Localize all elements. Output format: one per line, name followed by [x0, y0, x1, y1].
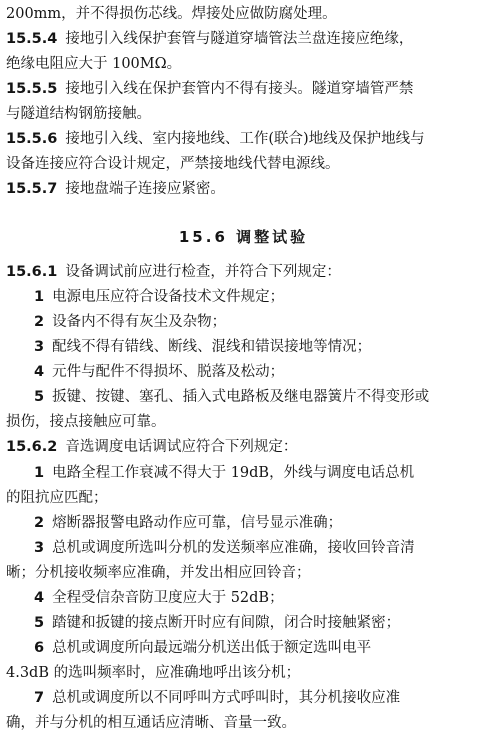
clause-number: 15.5.6 [6, 131, 58, 147]
clause-15-5-5: 15.5.5 接地引入线在保护套管内不得有接头。隧道穿墙管严禁 [6, 81, 414, 97]
item-number: 2 [34, 314, 45, 330]
clause-number: 15.6.2 [6, 439, 58, 455]
text-line: 与隧道结构钢筋接触。 [6, 106, 151, 122]
text-line: 确，并与分机的相互通话应清晰、音量一致。 [6, 715, 296, 731]
text-line: 绝缘电阻应大于 100MΩ。 [6, 56, 182, 72]
clause-15-5-7: 15.5.7 接地盘端子连接应紧密。 [6, 181, 225, 197]
text-line: 损伤，接点接触应可靠。 [6, 414, 166, 430]
text-line: 200mm，并不得损伤芯线。焊接处应做防腐处理。 [6, 6, 337, 22]
clause-number: 15.5.5 [6, 81, 58, 97]
item-number: 3 [34, 540, 45, 556]
item-number: 3 [34, 339, 45, 355]
list-item: 6 总机或调度所向最远端分机送出低于额定选叫电平 [34, 640, 372, 656]
list-item: 3 总机或调度所选叫分机的发送频率应准确，接收回铃音清 [34, 540, 415, 556]
list-item: 5 踏键和扳键的接点断开时应有间隙，闭合时接触紧密； [34, 615, 401, 631]
item-number: 1 [34, 465, 45, 481]
list-item: 5 扳键、按键、塞孔、插入式电路板及继电器簧片不得变形或 [34, 389, 430, 405]
list-item: 2 熔断器报警电路动作应可靠，信号显示准确； [34, 515, 343, 531]
item-number: 4 [34, 364, 45, 380]
clause-number: 15.6.1 [6, 264, 58, 280]
clause-15-5-6: 15.5.6 接地引入线、室内接地线、工作(联合)地线及保护地线与 [6, 131, 425, 147]
item-number: 2 [34, 515, 45, 531]
item-number: 7 [34, 690, 45, 706]
section-heading: 15.6 调整试验 [178, 228, 309, 246]
list-item: 1 电路全程工作衰减不得大于 19dB，外线与调度电话总机 [34, 465, 415, 481]
list-item: 4 全程受信杂音防卫度应大于 52dB； [34, 590, 284, 606]
clause-15-5-4: 15.5.4 接地引入线保护套管与隧道穿墙管法兰盘连接应绝缘， [6, 31, 414, 47]
clause-number: 15.5.4 [6, 31, 58, 47]
clause-15-6-2: 15.6.2 音选调度电话调试应符合下列规定： [6, 439, 298, 455]
list-item: 4 元件与配件不得损坏、脱落及松动； [34, 364, 285, 380]
item-number: 5 [34, 615, 45, 631]
text-line: 晰；分机接收频率应准确，并发出相应回铃音； [6, 565, 311, 581]
item-number: 5 [34, 389, 45, 405]
item-number: 6 [34, 640, 45, 656]
item-number: 1 [34, 289, 45, 305]
clause-15-6-1: 15.6.1 设备调试前应进行检查，并符合下列规定： [6, 264, 341, 280]
item-number: 4 [34, 590, 45, 606]
text-line: 设备连接应符合设计规定，严禁接地线代替电源线。 [6, 156, 340, 172]
clause-number: 15.5.7 [6, 181, 58, 197]
list-item: 2 设备内不得有灰尘及杂物； [34, 314, 227, 330]
text-line: 4.3dB 的选叫频率时，应准确地呼出该分机； [6, 665, 301, 681]
list-item: 7 总机或调度所以不同呼叫方式呼叫时，其分机接收应准 [34, 690, 401, 706]
text-line: 的阻抗应匹配； [6, 490, 108, 506]
list-item: 1 电源电压应符合设备技术文件规定； [34, 289, 285, 305]
list-item: 3 配线不得有错线、断线、混线和错误接地等情况； [34, 339, 372, 355]
